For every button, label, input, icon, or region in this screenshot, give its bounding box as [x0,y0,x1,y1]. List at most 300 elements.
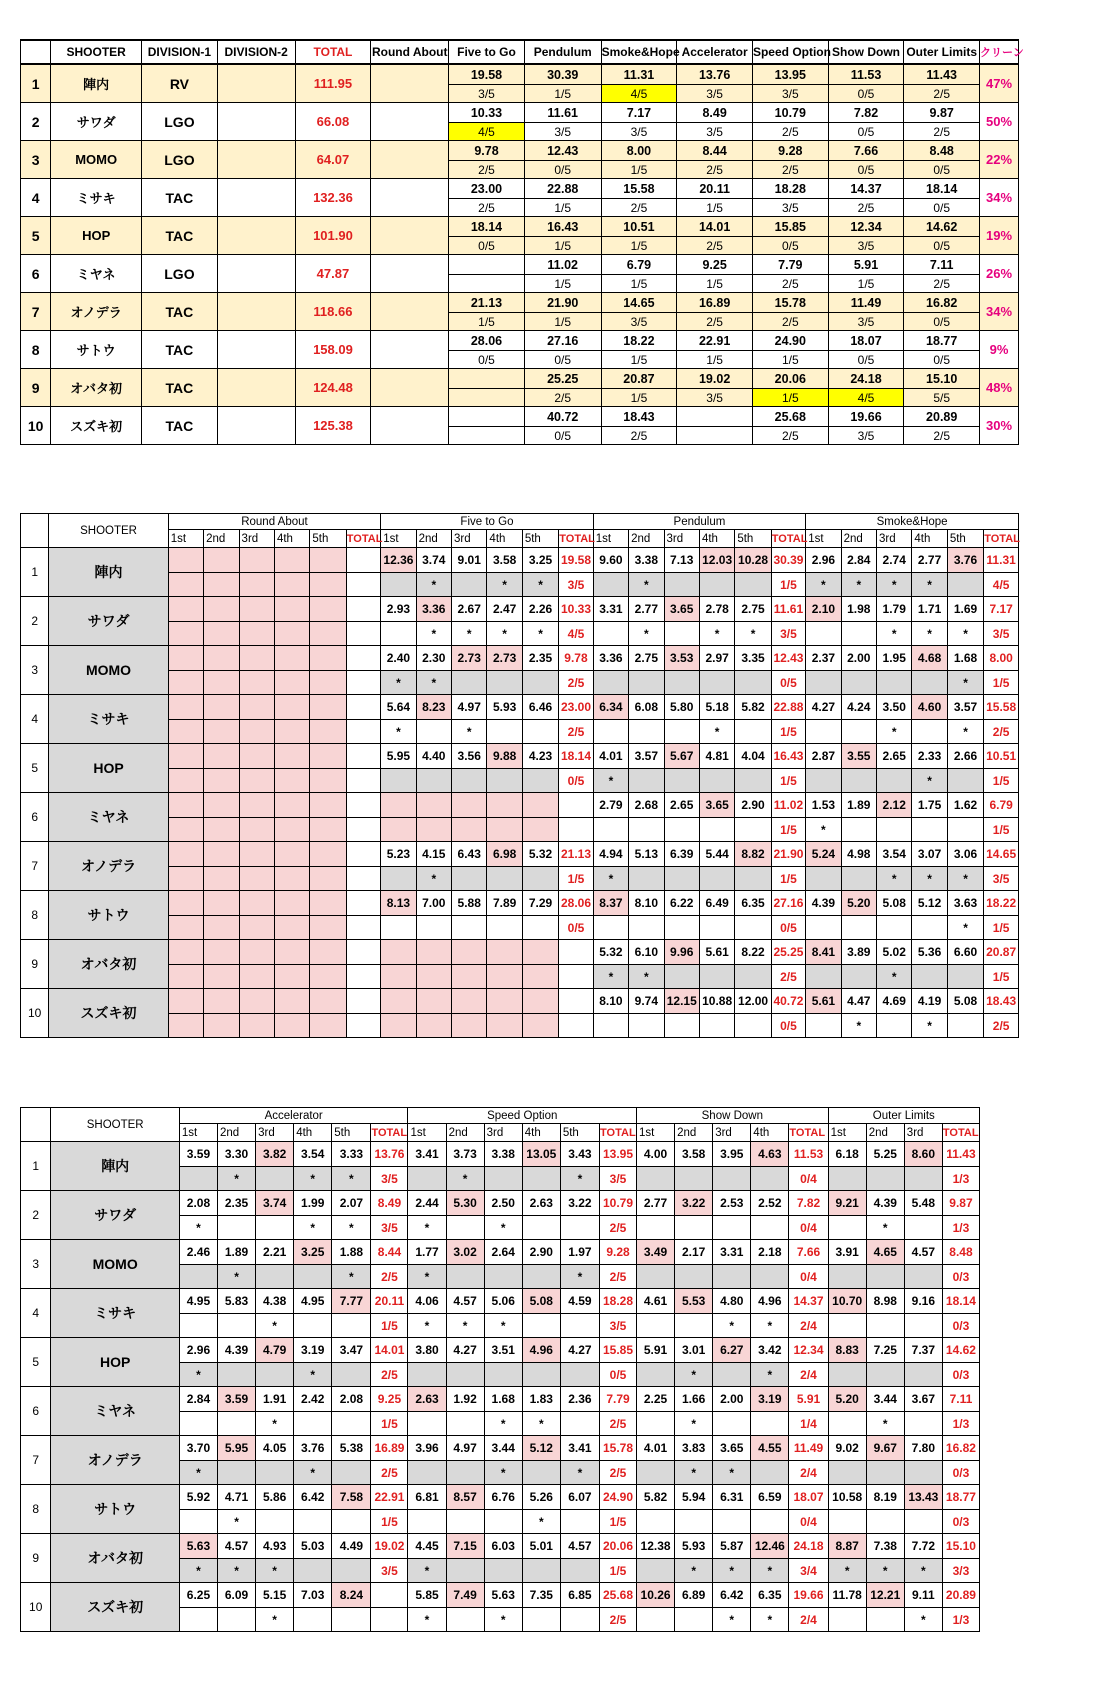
stage-hits: 0/5 [828,85,904,103]
string-time: 2.07 [332,1191,371,1216]
header-stage: Accelerator [677,40,753,64]
string-time: 4.47 [841,989,876,1014]
stop-mark: * [218,1559,256,1583]
stop-mark: * [877,622,912,646]
stop-mark: * [332,1167,371,1191]
stage-stop-count: 3/5 [984,622,1019,646]
stop-mark [239,1014,274,1038]
string-time: 2.65 [877,744,912,769]
header-stage: Smoke&Hope [601,40,677,64]
stage-hits: 2/5 [904,275,980,293]
stop-mark [713,1265,751,1289]
string-time: 1.77 [408,1240,446,1265]
detail-row-times [21,842,1019,867]
stop-mark: * [522,1412,560,1436]
stage-hits: 3/5 [677,389,753,407]
detail-row-times [21,891,1019,916]
stage-total: 15.78 [600,1436,637,1461]
stop-mark [912,720,947,744]
stop-mark: * [947,916,983,940]
detail-header-stages [21,1108,980,1124]
stage-total: 28.06 [559,891,593,916]
stage-stop-count [346,769,380,793]
shooter-name: ミヤネ [49,793,168,842]
division-1: LGO [142,141,218,179]
stage-total: 15.10 [942,1534,979,1559]
string-time: 3.49 [637,1240,675,1265]
stage-total: 20.11 [371,1289,408,1314]
stop-mark: * [877,867,912,891]
shooter-name: HOP [49,744,168,793]
stage-hits: 0/5 [524,427,601,445]
stage-hits [449,389,525,407]
stop-mark [841,720,876,744]
stop-mark [560,1363,599,1387]
detail-header-stages [21,514,1019,530]
string-time: 4.39 [866,1191,904,1216]
header-string: 4th [294,1124,332,1142]
header-string: 1st [168,530,203,548]
stop-mark [274,1014,309,1038]
stop-mark [274,916,309,940]
rank: 10 [21,989,49,1038]
stop-mark [487,818,522,842]
stop-mark [446,1412,484,1436]
string-time: 2.37 [806,646,841,671]
detail-row-stops [21,1014,1019,1038]
string-time: 1.89 [841,793,876,818]
detail-row-times [21,1534,980,1559]
string-time: 5.88 [452,891,487,916]
string-time: 3.55 [841,744,876,769]
string-time: 6.35 [735,891,771,916]
header-string: 1st [179,1124,217,1142]
string-time: 2.77 [629,597,664,622]
stage-hits: 3/5 [601,123,677,141]
stop-mark [947,818,983,842]
stage-stop-count: 1/5 [600,1510,637,1534]
stop-mark [310,867,346,891]
division-1: TAC [142,179,218,217]
string-time: 2.90 [735,793,771,818]
stop-mark [179,1608,217,1632]
stop-mark [274,622,309,646]
stop-mark [381,818,416,842]
string-time: 5.48 [904,1191,942,1216]
stage-stop-count: 2/5 [371,1265,408,1289]
string-time: 5.44 [699,842,734,867]
string-time: 3.07 [912,842,947,867]
stop-mark [416,818,451,842]
stop-mark [866,1608,904,1632]
stop-mark [912,671,947,695]
header-string: 4th [487,530,522,548]
stop-mark [487,769,522,793]
stage-total: 22.91 [371,1485,408,1510]
stop-mark: * [487,573,522,597]
header-rank [21,40,51,64]
stage-hits: 3/5 [828,427,904,445]
string-time [168,793,203,818]
string-time [310,842,346,867]
string-time: 7.35 [522,1583,560,1608]
stage-hits: 0/5 [524,161,601,179]
shooter-name: サトウ [51,1485,179,1534]
stop-mark [664,671,699,695]
string-time [381,793,416,818]
stop-mark [487,1014,522,1038]
stage-total: 14.62 [942,1338,979,1363]
stage-time: 21.90 [524,293,601,313]
stop-mark [484,1510,522,1534]
string-time [239,940,274,965]
stop-mark [841,622,876,646]
stop-mark: * [912,573,947,597]
stage-stop-count: 2/4 [789,1608,828,1632]
stage-time: 7.11 [904,255,980,275]
stage-total: 18.14 [559,744,593,769]
stop-mark [274,818,309,842]
stage-total: 7.82 [789,1191,828,1216]
string-time: 4.71 [218,1485,256,1510]
shooter-name: サワダ [51,1191,179,1240]
stop-mark [877,916,912,940]
stage-stop-count: 2/5 [600,1412,637,1436]
header-string: 2nd [416,530,451,548]
string-time: 6.27 [713,1338,751,1363]
string-time: 4.01 [593,744,628,769]
stage-time: 18.14 [904,179,980,199]
stop-mark [664,965,699,989]
stop-mark: * [877,720,912,744]
stage-time: 18.43 [601,407,677,427]
string-time: 1.69 [947,597,983,622]
stop-mark [168,671,203,695]
stop-mark [699,769,734,793]
stage-total [346,597,380,622]
stage-hits: 1/5 [524,85,601,103]
detail-row-times [21,695,1019,720]
stop-mark [487,671,522,695]
string-time [487,940,522,965]
string-time: 2.12 [877,793,912,818]
stage-time: 7.66 [828,141,904,161]
string-time: 4.57 [904,1240,942,1265]
stop-mark [218,1461,256,1485]
stop-mark: * [294,1216,332,1240]
stage-total [346,646,380,671]
string-time [274,646,309,671]
string-time [239,695,274,720]
string-time: 2.68 [629,793,664,818]
string-time: 2.65 [664,793,699,818]
stop-mark [904,1314,942,1338]
stage-total [346,793,380,818]
string-time: 5.91 [637,1338,675,1363]
stage-hits: 0/5 [904,351,980,369]
string-time: 6.42 [294,1485,332,1510]
stop-mark [751,1510,789,1534]
stage-time: 18.07 [828,331,904,351]
stop-mark: * [713,1559,751,1583]
stage-total: 25.25 [771,940,805,965]
string-time: 4.60 [912,695,947,720]
string-time: 6.07 [560,1485,599,1510]
string-time [239,597,274,622]
string-time: 4.38 [256,1289,294,1314]
string-time: 1.79 [877,597,912,622]
string-time [274,842,309,867]
stop-mark [877,769,912,793]
stage-stop-count: 1/5 [371,1412,408,1436]
string-time: 3.76 [947,548,983,573]
stop-mark: * [179,1559,217,1583]
stage-stop-count: 2/5 [771,965,805,989]
stage-time: 21.13 [449,293,525,313]
stage-stop-count: 2/5 [600,1608,637,1632]
string-time: 4.49 [332,1534,371,1559]
string-time: 8.24 [332,1583,371,1608]
stop-mark [866,1167,904,1191]
clean-percent: 30% [980,407,1019,445]
stop-mark: * [866,1216,904,1240]
stop-mark [637,1412,675,1436]
stage-hits: 1/5 [524,199,601,217]
string-time: 3.19 [751,1387,789,1412]
string-time: 13.05 [522,1142,560,1167]
header-stage: Speed Option [752,40,828,64]
header-string: 3rd [904,1124,942,1142]
string-time: 2.35 [218,1191,256,1216]
stop-mark [294,1559,332,1583]
string-time: 7.29 [522,891,558,916]
stage-stop-count: 1/5 [984,671,1019,695]
division-1: LGO [142,103,218,141]
stop-mark [256,1167,294,1191]
string-time: 4.68 [912,646,947,671]
stop-mark [877,671,912,695]
stop-mark [204,622,239,646]
string-time: 3.42 [751,1338,789,1363]
stage-stop-count: 0/5 [559,916,593,940]
stage-total: 8.44 [371,1240,408,1265]
stop-mark [637,1265,675,1289]
stop-mark: * [179,1216,217,1240]
stop-mark [947,965,983,989]
string-time: 1.91 [256,1387,294,1412]
stage-hits: 2/5 [677,237,753,255]
stop-mark [204,965,239,989]
string-time: 5.82 [735,695,771,720]
stop-mark [381,622,416,646]
stage-hits: 0/5 [828,351,904,369]
header-string: 5th [560,1124,599,1142]
string-time: 5.25 [866,1142,904,1167]
stage-stop-count: 2/5 [984,1014,1019,1038]
string-time: 2.00 [713,1387,751,1412]
stop-mark [487,916,522,940]
stage-stop-count: 0/4 [789,1265,828,1289]
stage-time: 19.02 [677,369,753,389]
stage-time [371,103,449,141]
string-time: 2.00 [841,646,876,671]
stop-mark [452,573,487,597]
header-stage: Show Down [637,1108,829,1124]
stop-mark [841,671,876,695]
stop-mark [416,916,451,940]
string-time: 3.96 [408,1436,446,1461]
summary-row [21,141,1019,161]
stage-total: 12.43 [771,646,805,671]
stop-mark [522,867,558,891]
string-time [274,695,309,720]
string-time: 2.93 [381,597,416,622]
stop-mark: * [912,769,947,793]
header-string: TOTAL [789,1124,828,1142]
string-time: 2.64 [484,1240,522,1265]
header-string: 1st [593,530,628,548]
stage-stop-count [346,671,380,695]
stage-total: 22.88 [771,695,805,720]
stage-hits: 1/5 [677,275,753,293]
header-string: TOTAL [600,1124,637,1142]
string-time: 3.41 [408,1142,446,1167]
string-time: 5.94 [675,1485,713,1510]
stop-mark: * [713,1608,751,1632]
stage-time: 22.91 [677,331,753,351]
stop-mark [947,1014,983,1038]
stage-total: 7.11 [942,1387,979,1412]
shooter-name: ミサキ [51,1289,179,1338]
stage-hits: 2/5 [752,275,828,293]
total-time: 111.95 [295,64,371,103]
stage-hits: 2/5 [752,161,828,179]
clean-percent: 26% [980,255,1019,293]
stop-mark: * [256,1314,294,1338]
string-time: 7.77 [332,1289,371,1314]
stage-total: 7.66 [789,1240,828,1265]
detail-row-times [21,1436,980,1461]
detail-row-stops [21,622,1019,646]
string-time: 10.58 [828,1485,866,1510]
stage-total: 24.90 [600,1485,637,1510]
stage-stop-count: 1/5 [984,965,1019,989]
stop-mark [274,720,309,744]
string-time: 5.12 [522,1436,560,1461]
stop-mark [310,965,346,989]
detail-row-times [21,744,1019,769]
stop-mark: * [877,573,912,597]
stop-mark [332,1461,371,1485]
string-time: 9.67 [866,1436,904,1461]
stop-mark [522,1314,560,1338]
string-time: 8.10 [629,891,664,916]
stop-mark [841,769,876,793]
stop-mark: * [381,720,416,744]
stage-hits: 0/5 [904,313,980,331]
stage-total: 18.14 [942,1289,979,1314]
detail-row-times [21,646,1019,671]
stop-mark [274,769,309,793]
stop-mark [560,1559,599,1583]
string-time: 5.61 [806,989,841,1014]
stage-hits: 3/5 [677,85,753,103]
string-time: 1.92 [446,1387,484,1412]
stage-stop-count: 2/5 [559,720,593,744]
stage-hits [449,275,525,293]
header-stage: Pendulum [593,514,805,530]
stop-mark [452,769,487,793]
stop-mark [675,1510,713,1534]
stop-mark [381,867,416,891]
string-time: 2.77 [912,548,947,573]
string-time: 2.53 [713,1191,751,1216]
string-time: 3.22 [560,1191,599,1216]
string-time: 13.43 [904,1485,942,1510]
stop-mark [522,671,558,695]
stage-total [346,940,380,965]
stop-mark [408,1167,446,1191]
stage-total: 40.72 [771,989,805,1014]
string-time: 1.83 [522,1387,560,1412]
string-time [274,597,309,622]
stop-mark [310,622,346,646]
string-time: 7.13 [664,548,699,573]
rank: 9 [21,369,51,407]
string-time: 2.84 [841,548,876,573]
stop-mark [560,1412,599,1436]
stage-hits: 3/5 [752,199,828,217]
string-time: 2.18 [751,1240,789,1265]
stop-mark [560,1314,599,1338]
stage-stop-count: 3/5 [371,1167,408,1191]
stage-stop-count [559,1014,593,1038]
string-time [452,793,487,818]
stop-mark [239,573,274,597]
stop-mark [912,916,947,940]
string-time [204,646,239,671]
stop-mark [560,1510,599,1534]
string-time: 4.27 [806,695,841,720]
stage-stop-count: 2/4 [789,1461,828,1485]
detail-row-times [21,1387,980,1412]
stage-stop-count: 2/5 [371,1461,408,1485]
stage-time: 30.39 [524,64,601,85]
stage-total: 8.00 [984,646,1019,671]
stage-time [371,255,449,293]
stop-mark [713,1216,751,1240]
stop-mark: * [751,1314,789,1338]
stage-total: 19.58 [559,548,593,573]
header-string: 2nd [866,1124,904,1142]
rank: 6 [21,1387,51,1436]
string-time [310,891,346,916]
string-time [239,548,274,573]
stop-mark [294,1608,332,1632]
shooter-name: 陣内 [49,548,168,597]
string-time [168,548,203,573]
string-time [310,940,346,965]
stop-mark [310,1014,346,1038]
stop-mark [664,720,699,744]
stage-hits: 0/5 [449,237,525,255]
string-time: 7.00 [416,891,451,916]
stage-hits: 0/5 [904,161,980,179]
rank: 7 [21,293,51,331]
string-time: 3.38 [484,1142,522,1167]
clean-percent: 34% [980,179,1019,217]
string-time [204,548,239,573]
